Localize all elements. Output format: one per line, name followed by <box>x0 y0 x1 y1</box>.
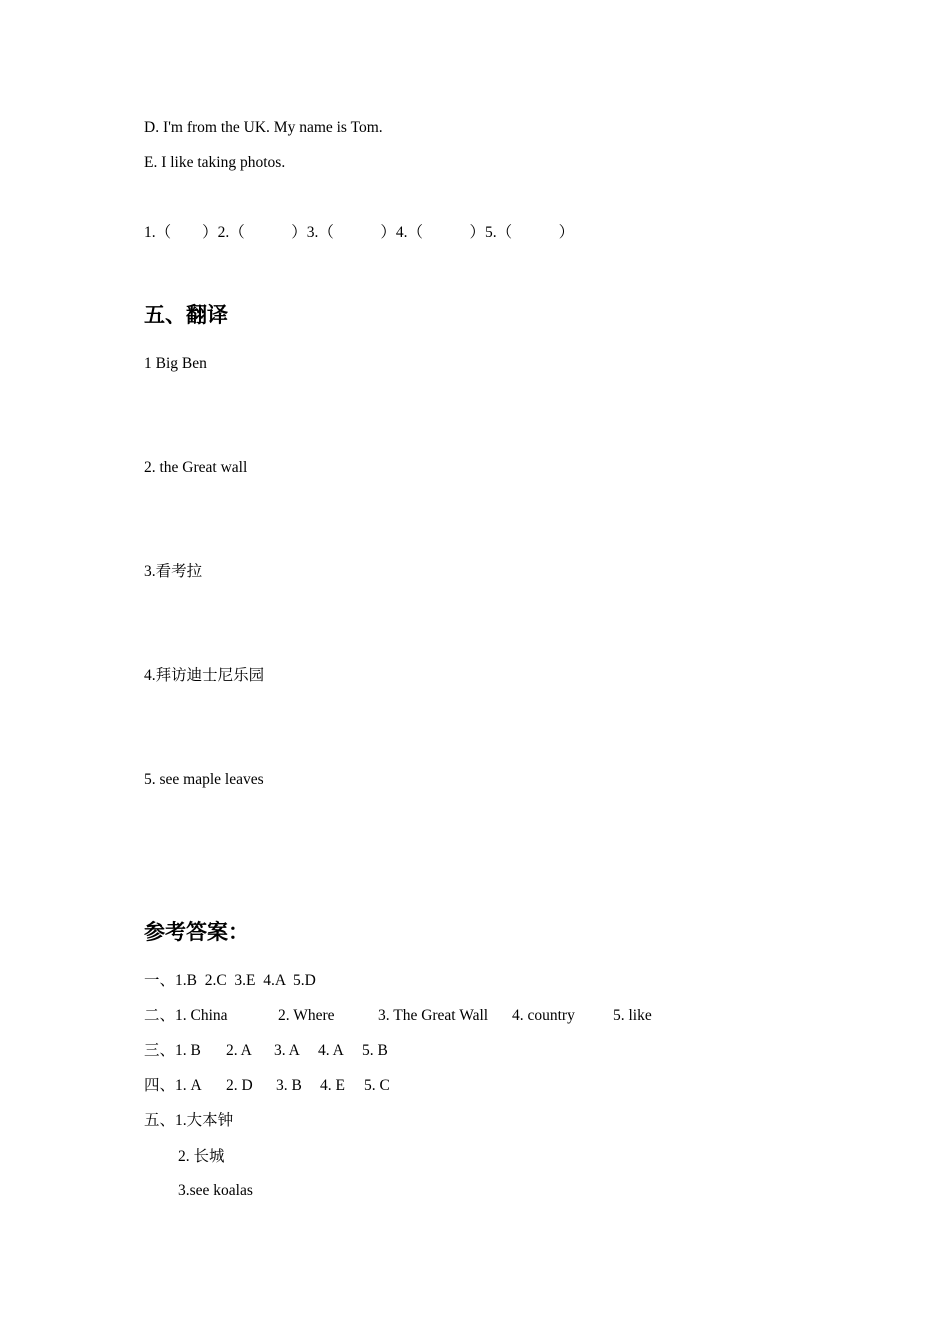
answer-row-4 <box>144 1076 444 1096</box>
answer-row-3-item-5: 5. B <box>362 1042 388 1059</box>
option-d: D. I'm from the UK. My name is Tom. <box>144 119 383 136</box>
answer-row-4-item-3: 3. B <box>276 1077 302 1094</box>
translate-item-4: 4.拜访迪士尼乐园 <box>144 667 265 684</box>
answer-row-2 <box>144 1006 704 1026</box>
section5-heading: 五、翻译 <box>144 303 228 327</box>
answer-row-5: 五、1.大本钟 <box>144 1112 234 1129</box>
translate-item-2: 2. the Great wall <box>144 459 248 476</box>
answer-row-3-item-3: 3. A <box>274 1042 300 1059</box>
answer-row-4-prefix: 四、1. A <box>144 1077 202 1094</box>
answer-row-2-item-4: 4. country <box>512 1007 575 1024</box>
answer-row-3-item-4: 4. A <box>318 1042 344 1059</box>
answer-blanks: 1.（ ）2.（ ）3.（ ）4.（ ）5.（ ） <box>144 224 575 241</box>
answer-row-2-item-3: 3. The Great Wall <box>378 1007 489 1024</box>
answer-row-2-prefix: 二、1. China <box>144 1007 228 1024</box>
option-e: E. I like taking photos. <box>144 154 286 171</box>
answers-heading: 参考答案： <box>144 920 249 944</box>
translate-item-5: 5. see maple leaves <box>144 771 264 788</box>
translate-item-1: 1 Big Ben <box>144 355 207 372</box>
answer-row-5-item-2: 2. 长城 <box>178 1148 225 1165</box>
answer-row-4-item-2: 2. D <box>226 1077 253 1094</box>
answer-row-2-item-2: 2. Where <box>278 1007 335 1024</box>
answer-row-3-item-2: 2. A <box>226 1042 252 1059</box>
answer-row-2-item-5: 5. like <box>613 1007 652 1024</box>
answer-row-4-item-4: 4. E <box>320 1077 345 1094</box>
answer-row-3 <box>144 1041 444 1061</box>
answer-row-1: 一、1.B 2.C 3.E 4.A 5.D <box>144 972 316 989</box>
translate-item-3: 3.看考拉 <box>144 563 203 580</box>
answer-row-3-prefix: 三、1. B <box>144 1042 201 1059</box>
answer-row-5-item-3: 3.see koalas <box>178 1182 253 1199</box>
answer-row-4-item-5: 5. C <box>364 1077 390 1094</box>
